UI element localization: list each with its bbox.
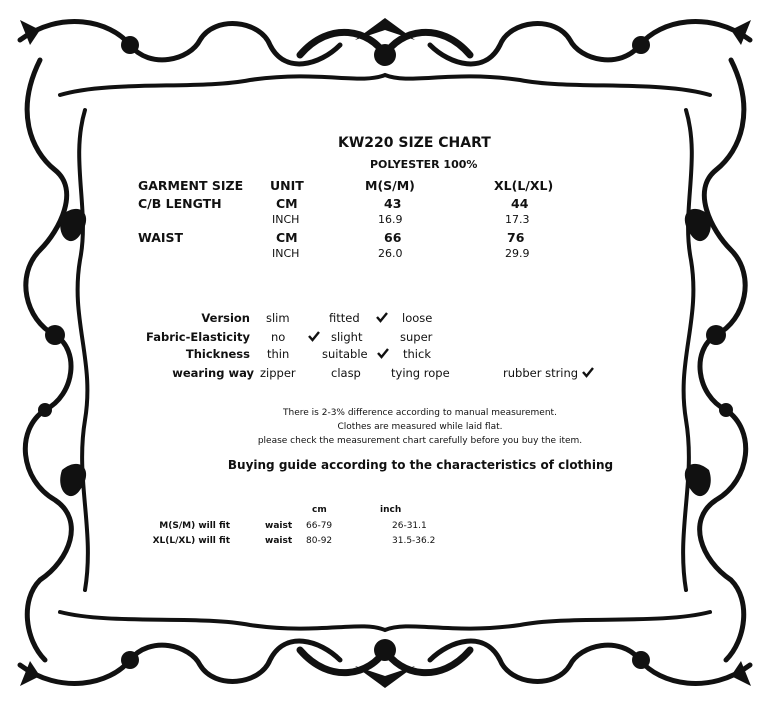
option-thin: thin xyxy=(267,347,290,361)
row-label-waist: WAIST xyxy=(138,230,184,245)
cb-length-inch-m: 16.9 xyxy=(378,213,403,226)
cb-length-inch-xl: 17.3 xyxy=(505,213,530,226)
note-line: There is 2-3% difference according to manual measurement. xyxy=(283,408,557,418)
attr-label-fabric-elasticity: Fabric-Elasticity xyxy=(146,330,250,344)
cb-length-cm-m: 43 xyxy=(384,196,402,211)
waist-cm-xl: 76 xyxy=(507,230,525,245)
option-slim: slim xyxy=(266,311,290,325)
unit-cm: CM xyxy=(276,230,298,245)
option-no: no xyxy=(271,330,286,344)
waist-inch-xl: 29.9 xyxy=(505,247,530,260)
attr-label-version: Version xyxy=(201,311,250,325)
option-clasp: clasp xyxy=(331,366,361,380)
attr-label-thickness: Thickness xyxy=(185,347,250,361)
option-tying-rope: tying rope xyxy=(391,366,450,380)
row-label-cb-length: C/B LENGTH xyxy=(138,196,222,211)
guide-cm-m: 66-79 xyxy=(306,521,333,531)
option-rubber-string: rubber string xyxy=(503,366,579,380)
guide-part: waist xyxy=(265,521,293,531)
option-suitable: suitable xyxy=(322,347,368,361)
guide-inch-xl: 31.5-36.2 xyxy=(392,536,436,546)
chart-title: KW220 SIZE CHART xyxy=(338,135,491,151)
attr-label-wearing-way: wearing way xyxy=(172,366,254,380)
waist-inch-m: 26.0 xyxy=(378,247,403,260)
option-zipper: zipper xyxy=(260,366,296,380)
option-super: super xyxy=(400,330,433,344)
option-slight: slight xyxy=(331,330,363,344)
guide-size-xl: XL(L/XL) will fit xyxy=(152,536,230,546)
option-fitted: fitted xyxy=(329,311,360,325)
guide-size-m: M(S/M) will fit xyxy=(159,521,230,531)
guide-inch-m: 26-31.1 xyxy=(392,521,427,531)
buying-guide-title: Buying guide according to the characteristics of clothing xyxy=(227,458,614,472)
guide-cm-xl: 80-92 xyxy=(306,536,333,546)
header-garment-size: GARMENT SIZE xyxy=(138,178,244,193)
cb-length-cm-xl: 44 xyxy=(511,196,529,211)
header-size-m: M(S/M) xyxy=(365,178,415,193)
col-header-cm: cm xyxy=(312,505,327,515)
material-text: POLYESTER 100% xyxy=(370,158,478,171)
guide-part: waist xyxy=(265,536,293,546)
check-icon xyxy=(375,311,389,323)
unit-inch: INCH xyxy=(272,213,300,226)
check-icon xyxy=(307,330,321,342)
header-unit: UNIT xyxy=(270,178,304,193)
option-thick: thick xyxy=(403,347,431,361)
waist-cm-m: 66 xyxy=(384,230,402,245)
col-header-inch: inch xyxy=(380,505,402,515)
check-icon xyxy=(581,366,595,378)
unit-cm: CM xyxy=(276,196,298,211)
note-line: please check the measurement chart carefully before you buy the item. xyxy=(257,436,583,446)
note-line: Clothes are measured while laid flat. xyxy=(337,422,503,432)
check-icon xyxy=(376,347,390,359)
header-size-xl: XL(L/XL) xyxy=(494,178,554,193)
unit-inch: INCH xyxy=(272,247,300,260)
option-loose: loose xyxy=(402,311,433,325)
